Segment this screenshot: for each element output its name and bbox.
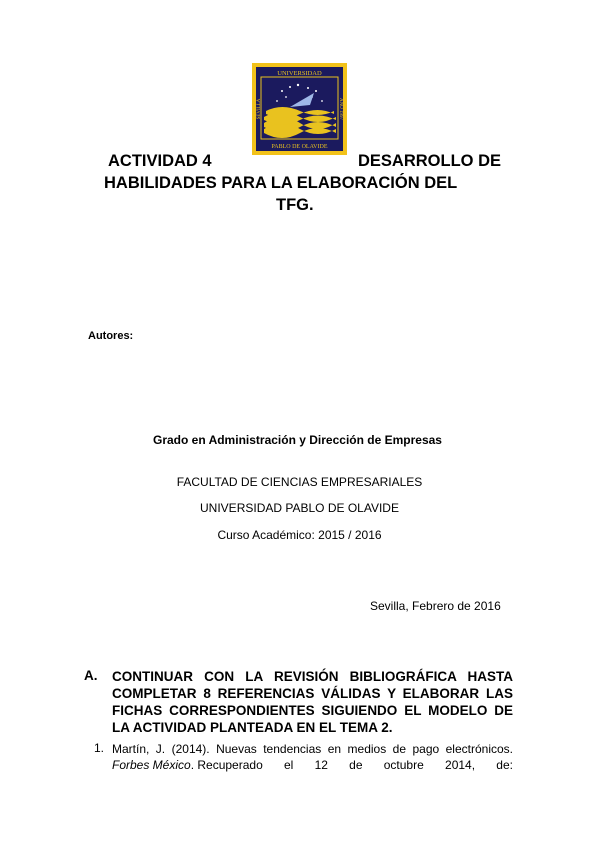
degree-name: Grado en Administración y Dirección de Empresas	[153, 433, 442, 447]
section-line: LA ACTIVIDAD PLANTEADA EN EL TEMA 2.	[112, 720, 393, 735]
reference-word: . Recuperado	[190, 758, 263, 772]
logo-left-text: SEVILLA	[257, 98, 262, 120]
section-line: COMPLETAR 8 REFERENCIAS VÁLIDAS Y ELABORAR LAS	[112, 686, 513, 701]
university-name: UNIVERSIDAD PABLO DE OLAVIDE	[200, 501, 399, 515]
reference-line-2	[112, 757, 513, 773]
university-logo	[252, 63, 347, 155]
title-line-2: HABILIDADES PARA LA ELABORACIÓN DEL	[104, 174, 458, 192]
logo-right-text: AÑO 1997	[338, 97, 343, 121]
reference-entry	[112, 741, 513, 773]
reference-line-1: Martín, J. (2014). Nuevas tendencias en medios de pago electrónicos.	[112, 742, 513, 756]
title-part-2: DESARROLLO DE	[358, 152, 502, 170]
title-part-1: ACTIVIDAD 4	[108, 152, 212, 170]
section-letter: A.	[84, 668, 98, 683]
logo-bottom-text: PABLO DE OLAVIDE	[271, 144, 328, 150]
reference-number: 1.	[94, 741, 105, 755]
section-heading	[112, 668, 513, 736]
reference-journal: Forbes México	[112, 758, 191, 772]
academic-year: Curso Académico: 2015 / 2016	[217, 528, 382, 542]
reference-word: de	[349, 758, 363, 772]
reference-word: el	[283, 758, 294, 772]
logo-top-text: UNIVERSIDAD	[277, 70, 322, 77]
title-line-3: TFG.	[276, 196, 314, 214]
section-line: CONTINUAR CON LA REVISIÓN BIBLIOGRÁFICA HASTA	[112, 669, 513, 684]
reference-word: 12	[314, 758, 328, 772]
authors-label: Autores:	[88, 330, 134, 342]
section-line: FICHAS CORRESPONDIENTES SIGUIENDO EL MODELO DE	[112, 703, 513, 718]
reference-word: 2014,	[445, 758, 476, 772]
reference-word: octubre	[383, 758, 424, 772]
reference-word: de:	[496, 758, 513, 772]
date-place: Sevilla, Febrero de 2016	[370, 599, 501, 613]
faculty-name: FACULTAD DE CIENCIAS EMPRESARIALES	[176, 475, 423, 489]
